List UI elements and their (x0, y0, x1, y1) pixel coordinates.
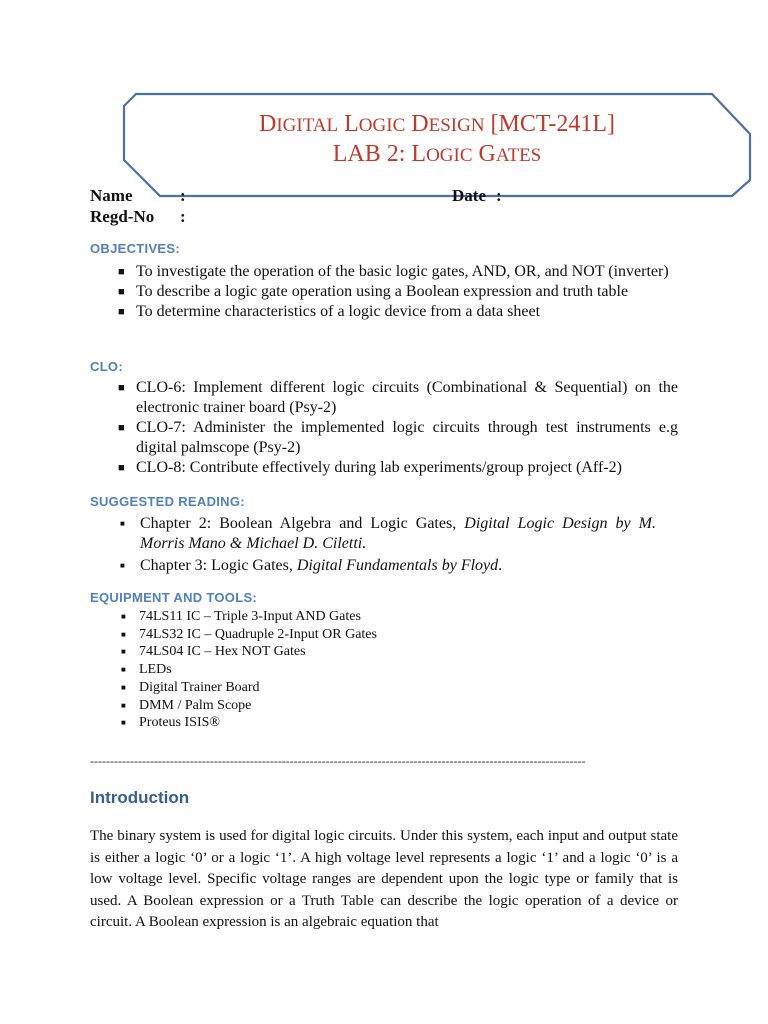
list-item: ■ LEDs (121, 662, 172, 678)
lab-title: LAB 2: LOGIC GATES (332, 141, 542, 167)
square-bullet-icon: ■ (120, 561, 125, 570)
equipment-list (112, 608, 672, 732)
list-item: ■ CLO-6: Implement different logic circuits (Combinational & Sequential) on the electronic trainer board (Psy-2) (118, 379, 678, 416)
introduction-heading: Introduction (90, 788, 190, 807)
regd-no-label: Regd-No (90, 207, 155, 226)
equipment-heading: EQUIPMENT AND TOOLS: (90, 590, 258, 605)
introduction-paragraph: The binary system is used for digital logic circuits. Under this system, each input and output state is either a logic ‘0’ or a logic ‘1’. A high voltage level represents a logic ‘1’ and a logic ‘0’ is a low voltage level. Specific voltage ranges are dependent upon the logic type or family that is used. A Boolean expression or a Truth Table can describe the logic operation of a device or circuit. A Boolean expression is an algebraic equation that (90, 828, 678, 931)
reading-list (116, 514, 656, 576)
square-bullet-icon: ■ (120, 519, 125, 528)
list-item: ■ To describe a logic gate operation using a Boolean expression and truth table (118, 283, 629, 300)
dashed-separator: ---------------------------------------------------------------------------------------------------------------------------- (90, 754, 586, 768)
date-label: Date (452, 186, 486, 205)
clo-list (112, 378, 678, 478)
regd-no-colon: : (180, 207, 186, 226)
list-item: ■ Chapter 2: Boolean Algebra and Logic Gates, Digital Logic Design by M. Morris Mano & Michael D. Ciletti. (120, 515, 656, 552)
objectives-heading: OBJECTIVES: (90, 241, 180, 256)
list-item: ■ Proteus ISIS® (121, 715, 221, 731)
list-item: ■ 74LS11 IC – Triple 3-Input AND Gates (121, 609, 361, 624)
date-colon: : (496, 186, 502, 205)
name-colon: : (180, 186, 186, 205)
list-item: ■ DMM / Palm Scope (121, 697, 252, 713)
square-bullet-icon: ■ (118, 422, 125, 434)
square-bullet-icon: ■ (118, 306, 125, 318)
list-item: ■ CLO-8: Contribute effectively during lab experiments/group project (Aff-2) (118, 459, 622, 476)
name-label: Name (90, 186, 133, 205)
square-bullet-icon: ■ (118, 462, 125, 474)
square-bullet-icon: ■ (121, 612, 126, 621)
square-bullet-icon: ■ (121, 682, 126, 692)
clo-heading: CLO: (90, 359, 123, 374)
suggested-reading-heading: SUGGESTED READING: (90, 494, 245, 509)
list-item: ■ Chapter 3: Logic Gates, Digital Fundamentals by Floyd. (120, 557, 503, 574)
square-bullet-icon: ■ (118, 382, 125, 394)
list-item: ■ CLO-7: Administer the implemented logic circuits through test instruments e.g digital palmscope (Psy-2) (118, 419, 678, 456)
list-item: ■ To investigate the operation of the basic logic gates, AND, OR, and NOT (inverter) (118, 263, 669, 280)
square-bullet-icon: ■ (121, 647, 126, 657)
list-item: ■ 74LS32 IC – Quadruple 2-Input OR Gates (121, 626, 377, 642)
square-bullet-icon: ■ (121, 629, 126, 639)
list-item: ■ Digital Trainer Board (121, 679, 260, 695)
square-bullet-icon: ■ (121, 665, 126, 675)
square-bullet-icon: ■ (118, 286, 125, 298)
list-item: ■ 74LS04 IC – Hex NOT Gates (121, 644, 306, 660)
square-bullet-icon: ■ (121, 700, 126, 710)
objectives-list (112, 262, 678, 322)
square-bullet-icon: ■ (118, 266, 125, 278)
square-bullet-icon: ■ (121, 718, 126, 728)
list-item: ■ To determine characteristics of a logic device from a data sheet (118, 303, 541, 320)
document-title: DIGITAL LOGIC DESIGN [MCT-241L] (258, 111, 615, 137)
